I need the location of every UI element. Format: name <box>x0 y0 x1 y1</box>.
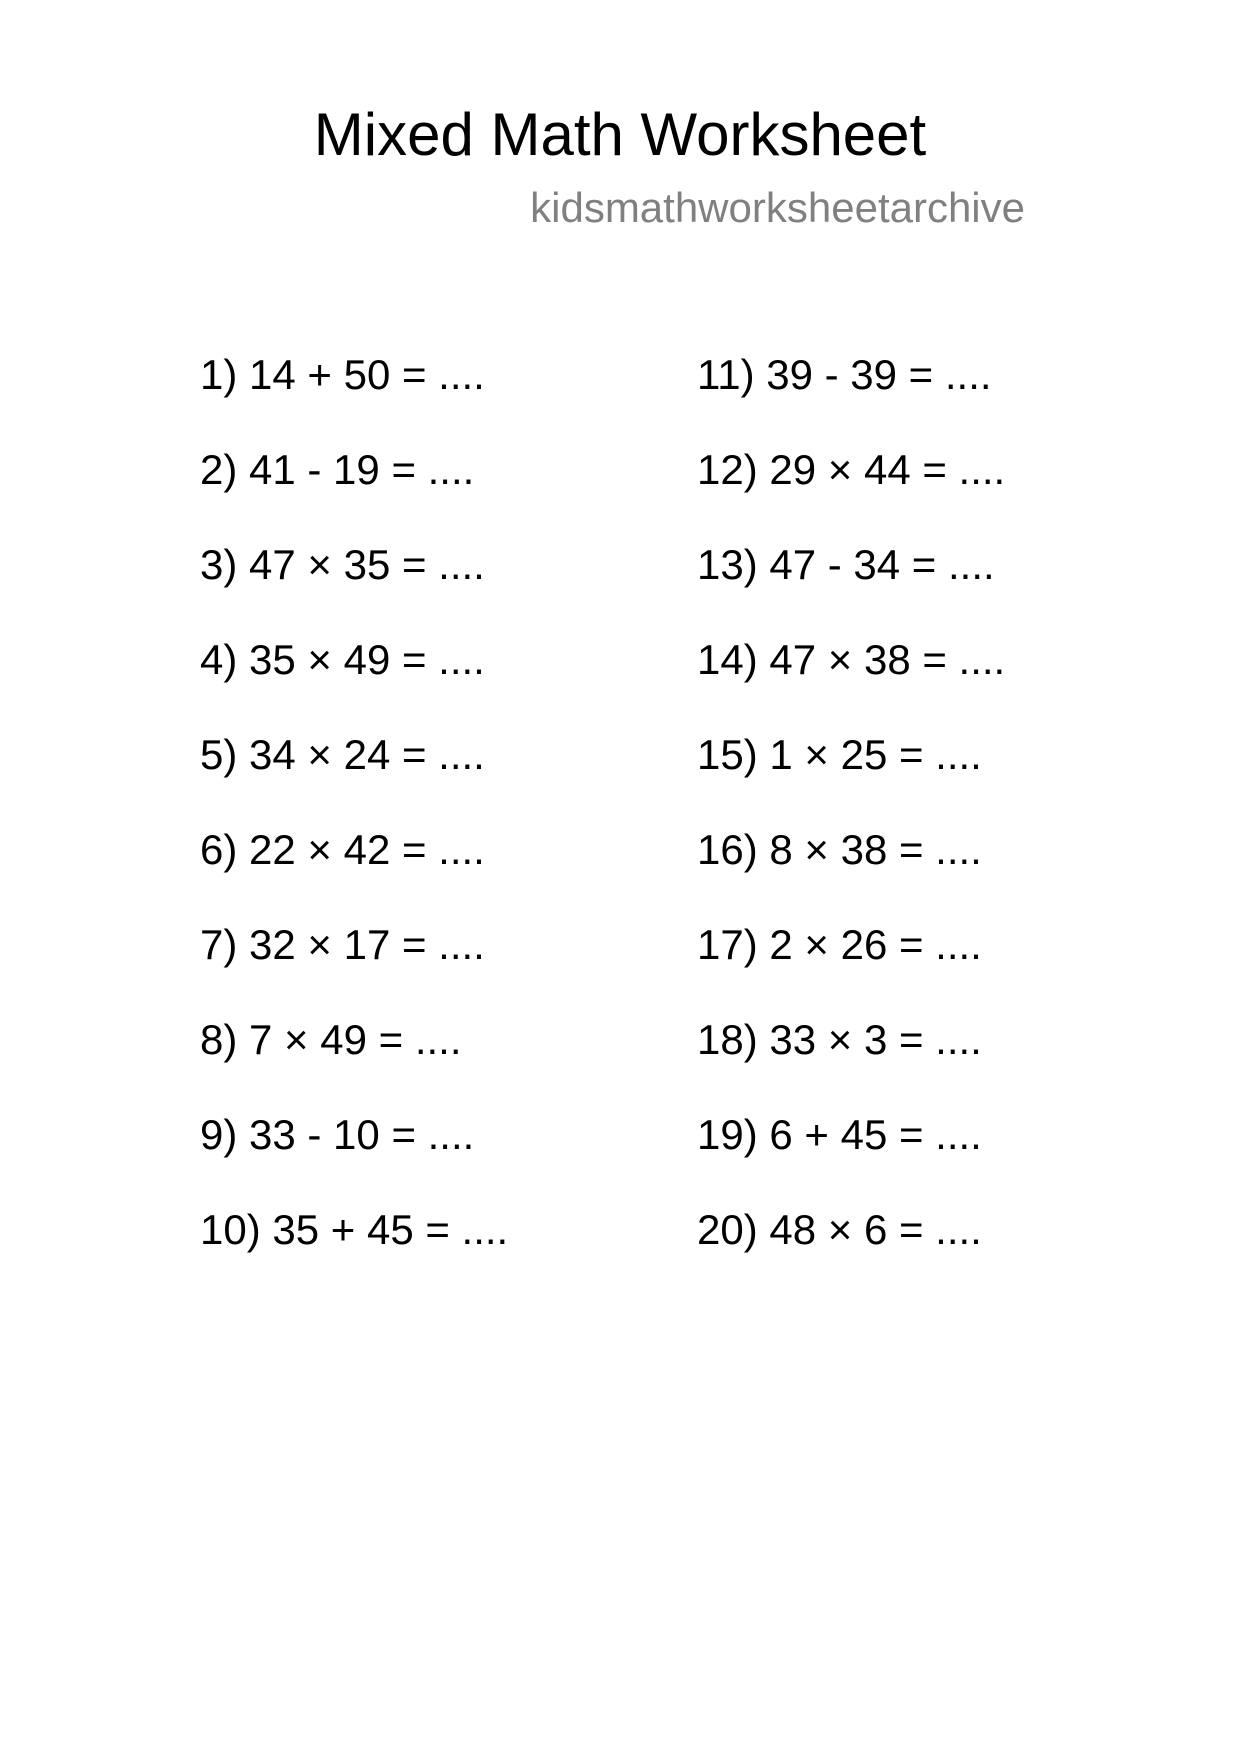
problem-16: 16) 8 × 38 = .... <box>697 826 982 873</box>
problem-2: 2) 41 - 19 = .... <box>200 446 475 493</box>
worksheet-title: Mixed Math Worksheet <box>313 101 927 168</box>
problem-3: 3) 47 × 35 = .... <box>200 541 485 588</box>
problem-7: 7) 32 × 17 = .... <box>200 921 485 968</box>
problem-12: 12) 29 × 44 = .... <box>697 446 1006 493</box>
problem-8: 8) 7 × 49 = .... <box>200 1016 462 1063</box>
problem-6: 6) 22 × 42 = .... <box>200 826 485 873</box>
problem-11: 11) 39 - 39 = .... <box>697 351 992 398</box>
problem-column-right <box>697 350 1157 1300</box>
worksheet-source: kidsmathworksheetarchive <box>530 184 1025 231</box>
problem-9: 9) 33 - 10 = .... <box>200 1111 475 1158</box>
problem-10: 10) 35 + 45 = .... <box>200 1206 509 1253</box>
problem-15: 15) 1 × 25 = .... <box>697 731 982 778</box>
problem-19: 19) 6 + 45 = .... <box>697 1111 982 1158</box>
problem-17: 17) 2 × 26 = .... <box>697 921 982 968</box>
problem-18: 18) 33 × 3 = .... <box>697 1016 982 1063</box>
problem-13: 13) 47 - 34 = .... <box>697 541 995 588</box>
problem-4: 4) 35 × 49 = .... <box>200 636 485 683</box>
problem-14: 14) 47 × 38 = .... <box>697 636 1006 683</box>
problem-20: 20) 48 × 6 = .... <box>697 1206 982 1253</box>
problem-1: 1) 14 + 50 = .... <box>200 351 485 398</box>
problem-5: 5) 34 × 24 = .... <box>200 731 485 778</box>
problem-column-left <box>200 350 680 1300</box>
